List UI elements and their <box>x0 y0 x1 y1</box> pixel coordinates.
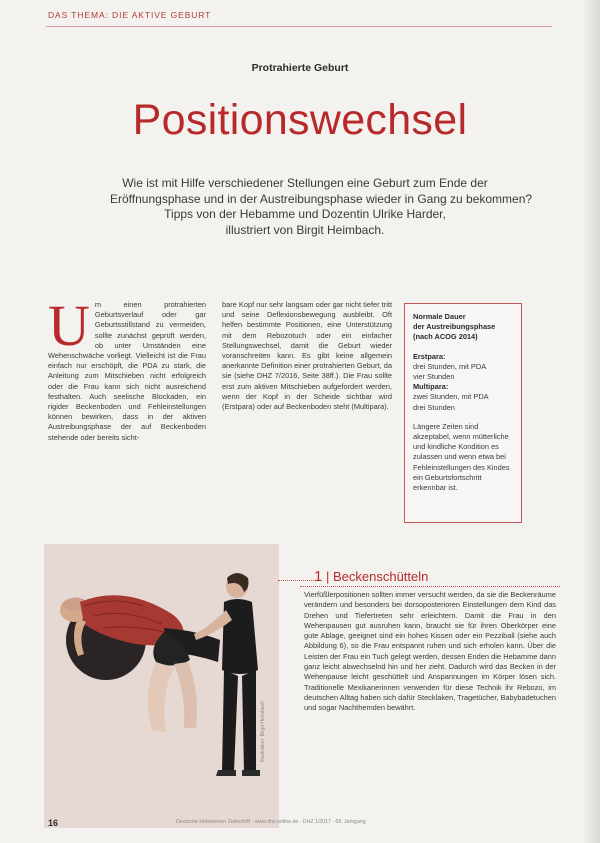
midwife-leg <box>242 670 256 772</box>
woman-leg <box>174 662 197 728</box>
midwife-shoe <box>242 770 260 776</box>
info-title-line: der Austreibungsphase <box>413 322 496 332</box>
intro-line: illustriert von Birgit Heimbach. <box>225 222 385 237</box>
step-separator: | <box>325 569 330 584</box>
info-title-line: Normale Dauer <box>413 312 466 321</box>
erstpara-line: drei Stunden, mit PDA <box>413 361 487 371</box>
intro-line: Tipps von der Hebamme und Dozentin Ulrike Harder, <box>164 207 446 221</box>
multipara-label: Multipara: <box>413 382 449 392</box>
info-box <box>404 303 522 523</box>
top-rule <box>46 26 552 27</box>
connector-dotted-line <box>278 580 314 581</box>
woman-leg <box>148 662 174 732</box>
illustration <box>44 544 279 828</box>
footer-credit: Deutsche Hebammen Zeitschrift · www.dhz-online.de · DHZ 1/2017 · 69. Jahrgang <box>176 819 366 825</box>
step-dotted-rule <box>300 586 560 587</box>
step-label: Beckenschütteln <box>332 569 429 584</box>
multipara-line: drei Stunden <box>413 402 455 412</box>
step-text: Vierfüßlerpositionen sollten immer versucht werden, da sie die Beckenräume verändern und besonders bei dorsoposterioren Einstellungen dem Kind das Drehen und Tiefertreten sehr erleichtern. Damit die Frau in den Wehenpausen gut ausruhen kann, braucht sie für ihren Oberkörper eine gute Ablage, geeignet sind ein hohes Kissen oder ein Pezziball (siehe auch Abbildung 6), so die Frau entspannt ruhen und sich erholen kann. Über die Leisten der Frau ein Tuch gelegt werden, dessen Enden die Hebamme dann ganz leicht abwechselnd hin und her zieht. Dadurch wird das Becken in der Wehenpause leicht geschüttelt und Anspannungen im Körper lösen sich. Traditionelle Mexikanerinnen verwenden für diese Technik ihr Rebozo, im deutschen Alltag haben sich dafür Stecklaken, Tragetücher, Babybadetuchen und sogar Nachthemden bewährt. <box>304 590 556 713</box>
page-number: 16 <box>48 818 59 828</box>
midwife-body <box>222 599 258 674</box>
intro-line: Eröffnungsphase und in der Austreibungsphase wieder in Gang zu bekommen? <box>110 191 533 206</box>
drop-cap: U <box>48 293 90 358</box>
erstpara-label: Erstpara: <box>413 351 446 361</box>
info-title-line: (nach ACOG 2014) <box>413 332 478 342</box>
step-title <box>314 568 428 585</box>
midwife-shoe <box>216 770 236 776</box>
intro-line: Wie ist mit Hilfe verschiedener Stellungen eine Geburt zum Ende der <box>122 176 488 190</box>
kicker: Protrahierte Geburt <box>251 62 349 74</box>
intro <box>110 176 533 238</box>
illustration-caption: Illustration: Birgit Heimbach <box>260 701 266 762</box>
section-tag: DAS THEMA: DIE AKTIVE GEBURT <box>48 10 212 20</box>
step-number: 1 <box>314 568 323 585</box>
multipara-line: zwei Stunden, mit PDA <box>413 392 489 402</box>
midwife-leg <box>222 670 238 772</box>
info-note: Längere Zeiten sind akzeptabel, wenn mütterliche und kindliche Kondition es zulassen und wenn etwa bei Fehleinstellungen des Kindes ein Geburtsfortschritt erkennbar ist. <box>413 421 510 493</box>
body-column-2: bare Kopf nur sehr langsam oder gar nicht tiefer tritt und seine Deflexionsbewegung ausbleibt. Oft helfen bestimmte Positionen, eine Unterstützung mit dem Rebozotuch oder ein einfacher Stellungswechsel, damit die Geburt wieder voranschreiten kann. Es gibt keine allgemein anerkannte Definition einer protrahierten Geburt, da sie (siehe DHZ 7/2016, Seite 38ff.). Die Frau sollte erst zum aktiven Mitschieben aufgefordert werden, wenn der Kopf in der Scheide sichtbar wird (Erstpara) oder auf Beckenboden steht (Multipara). <box>222 300 392 412</box>
erstpara-line: vier Stunden <box>413 372 455 382</box>
illustration-drawing <box>44 544 279 828</box>
headline: Positionswechsel <box>132 96 468 144</box>
body-column-1 <box>48 293 206 443</box>
body-text-1: m einen protrahierten Geburtsverlauf oder gar Geburtsstillstand zu vermeiden, sollte zunächst geprüft werden, ob unter Umständen eine Wehenschwäche vorliegt. Vielleicht ist die Frau einfach nur erschöpft, die PDA zu stark, die Anleitung zum Mitschieben nicht erfolgreich oder die Frau kann sich nicht ausreichend festhalten. Auch seelische Blockaden, ein rigider Beckenboden und Fehleinstellungen können bewirken, dass in der aktiven Austreibungsphase der auf Beckenboden stehende oder bereits sicht- <box>48 300 206 442</box>
